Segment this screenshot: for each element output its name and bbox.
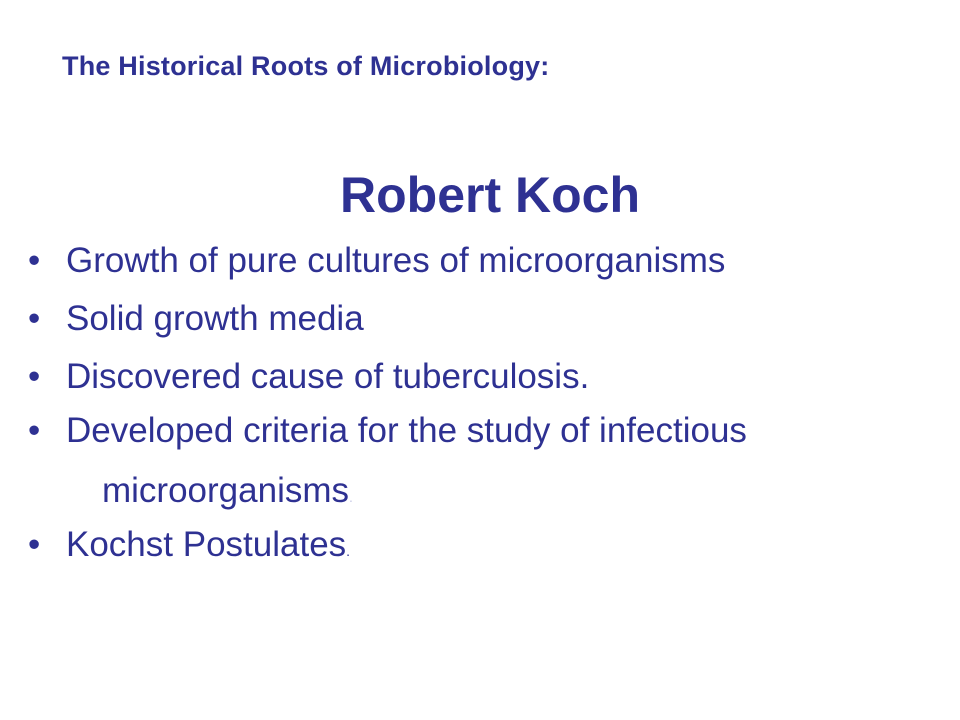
slide-title: Robert Koch	[340, 167, 640, 223]
bullet-continuation	[102, 471, 353, 517]
bullet-text	[66, 525, 350, 571]
bullet-text-main: Kochst Postulates	[66, 525, 347, 564]
bullet-marker: •	[28, 299, 41, 338]
continuation-text: microorganisms	[102, 471, 349, 510]
bullet-text: Growth of pure cultures of microorganisms	[66, 241, 726, 280]
continuation-period: .	[349, 489, 353, 505]
bullet-marker: •	[28, 411, 41, 450]
bullet-marker: •	[28, 525, 41, 564]
bullet-period: .	[346, 543, 351, 559]
bullet-text: Developed criteria for the study of infectious	[66, 411, 747, 450]
bullet-marker: •	[28, 357, 41, 396]
section-heading: The Historical Roots of Microbiology:	[62, 51, 550, 81]
bullet-text: Discovered cause of tuberculosis.	[66, 357, 590, 396]
bullet-marker: •	[28, 241, 41, 280]
bullet-text: Solid growth media	[66, 299, 364, 338]
